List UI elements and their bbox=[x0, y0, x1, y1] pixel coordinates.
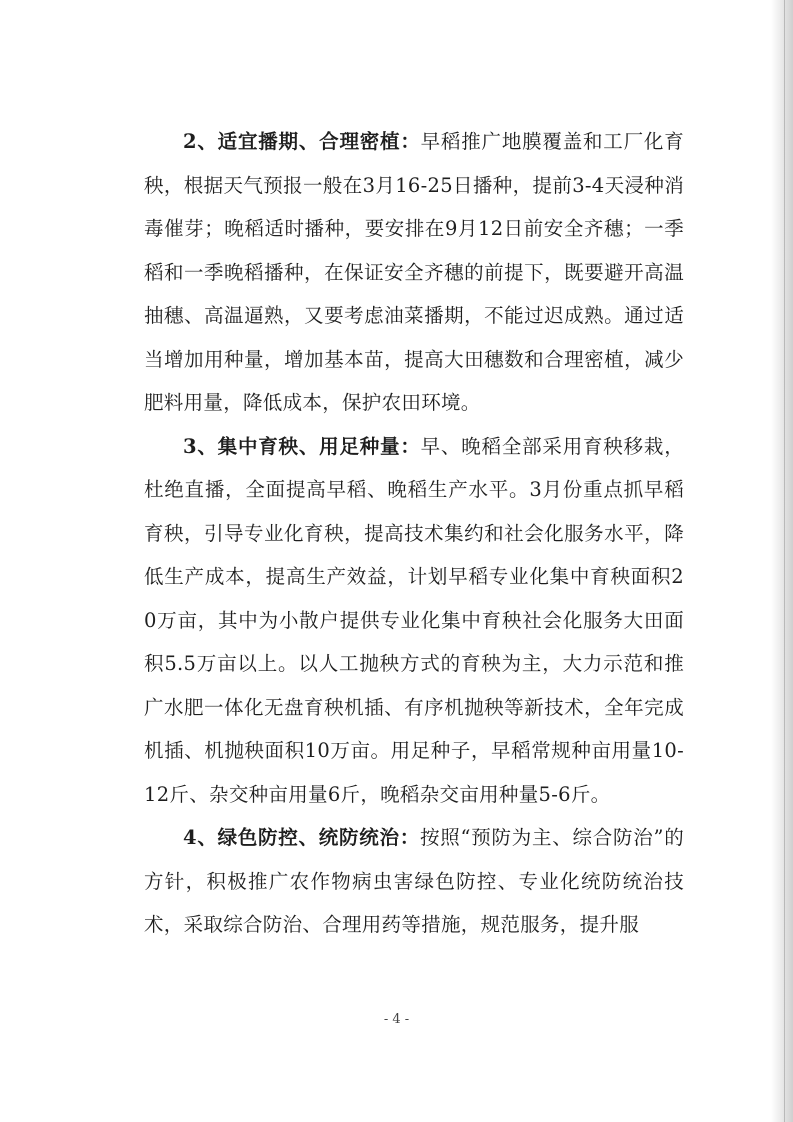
scan-edge-shadow bbox=[771, 0, 793, 1122]
paragraph-heading: 3、集中育秧、用足种量： bbox=[183, 434, 421, 458]
paragraph-heading: 4、绿色防控、统防统治： bbox=[183, 826, 421, 849]
paragraph-text: 早、晚稻全部采用育秧移栽，杜绝直播，全面提高早稻、晚稻生产水平。3月份重点抓早稻育秧，引导专业化育秧，提高技术集约和社会化服务水平，降低生产成本，提高生产效益，计划早稻专业化集中育秧面积20万亩，其中为小散户提供专业化集中育秧社会化服务大田面积5.5万亩以上。以人工抛秧方式的育秧为主，大力示范和推广水肥一体化无盘育秧机插、有序机抛秧等新技术，全年完成机插、机抛秧面积10万亩。用足种子，早稻常规种亩用量10-12斤、杂交种亩用量6斤，晚稻杂交亩用种量5-6斤。 bbox=[144, 434, 685, 806]
paragraph-pest-control bbox=[144, 816, 684, 947]
page-number: - 4 - bbox=[383, 1012, 410, 1027]
paragraph-heading: 2、适宜播期、合理密植： bbox=[183, 130, 421, 153]
paragraph-seedling bbox=[144, 425, 684, 817]
paragraph-text: 早稻推广地膜覆盖和工厂化育秧，根据天气预报一般在3月16-25日播种，提前3-4天浸种消毒催芽；晚稻适时播种，要安排在9月12日前安全齐穗；一季稻和一季晚稻播种，在保证安全齐穗的前提下，既要避开高温抽穗、高温逼熟，又要考虑油菜播期，不能过迟成熟。通过适当增加用种量，增加基本苗，提高大田穗数和合理密植，减少肥料用量，降低成本，保护农田环境。 bbox=[144, 130, 685, 414]
paragraph-text: 按照“预防为主、综合防治”的方针，积极推广农作物病虫害绿色防控、专业化统防统治技术，采取综合防治、合理用药等措施，规范服务，提升服 bbox=[144, 826, 685, 936]
paragraph-sowing bbox=[144, 120, 684, 425]
document-body bbox=[144, 120, 684, 947]
scan-edge-line bbox=[784, 0, 785, 1122]
